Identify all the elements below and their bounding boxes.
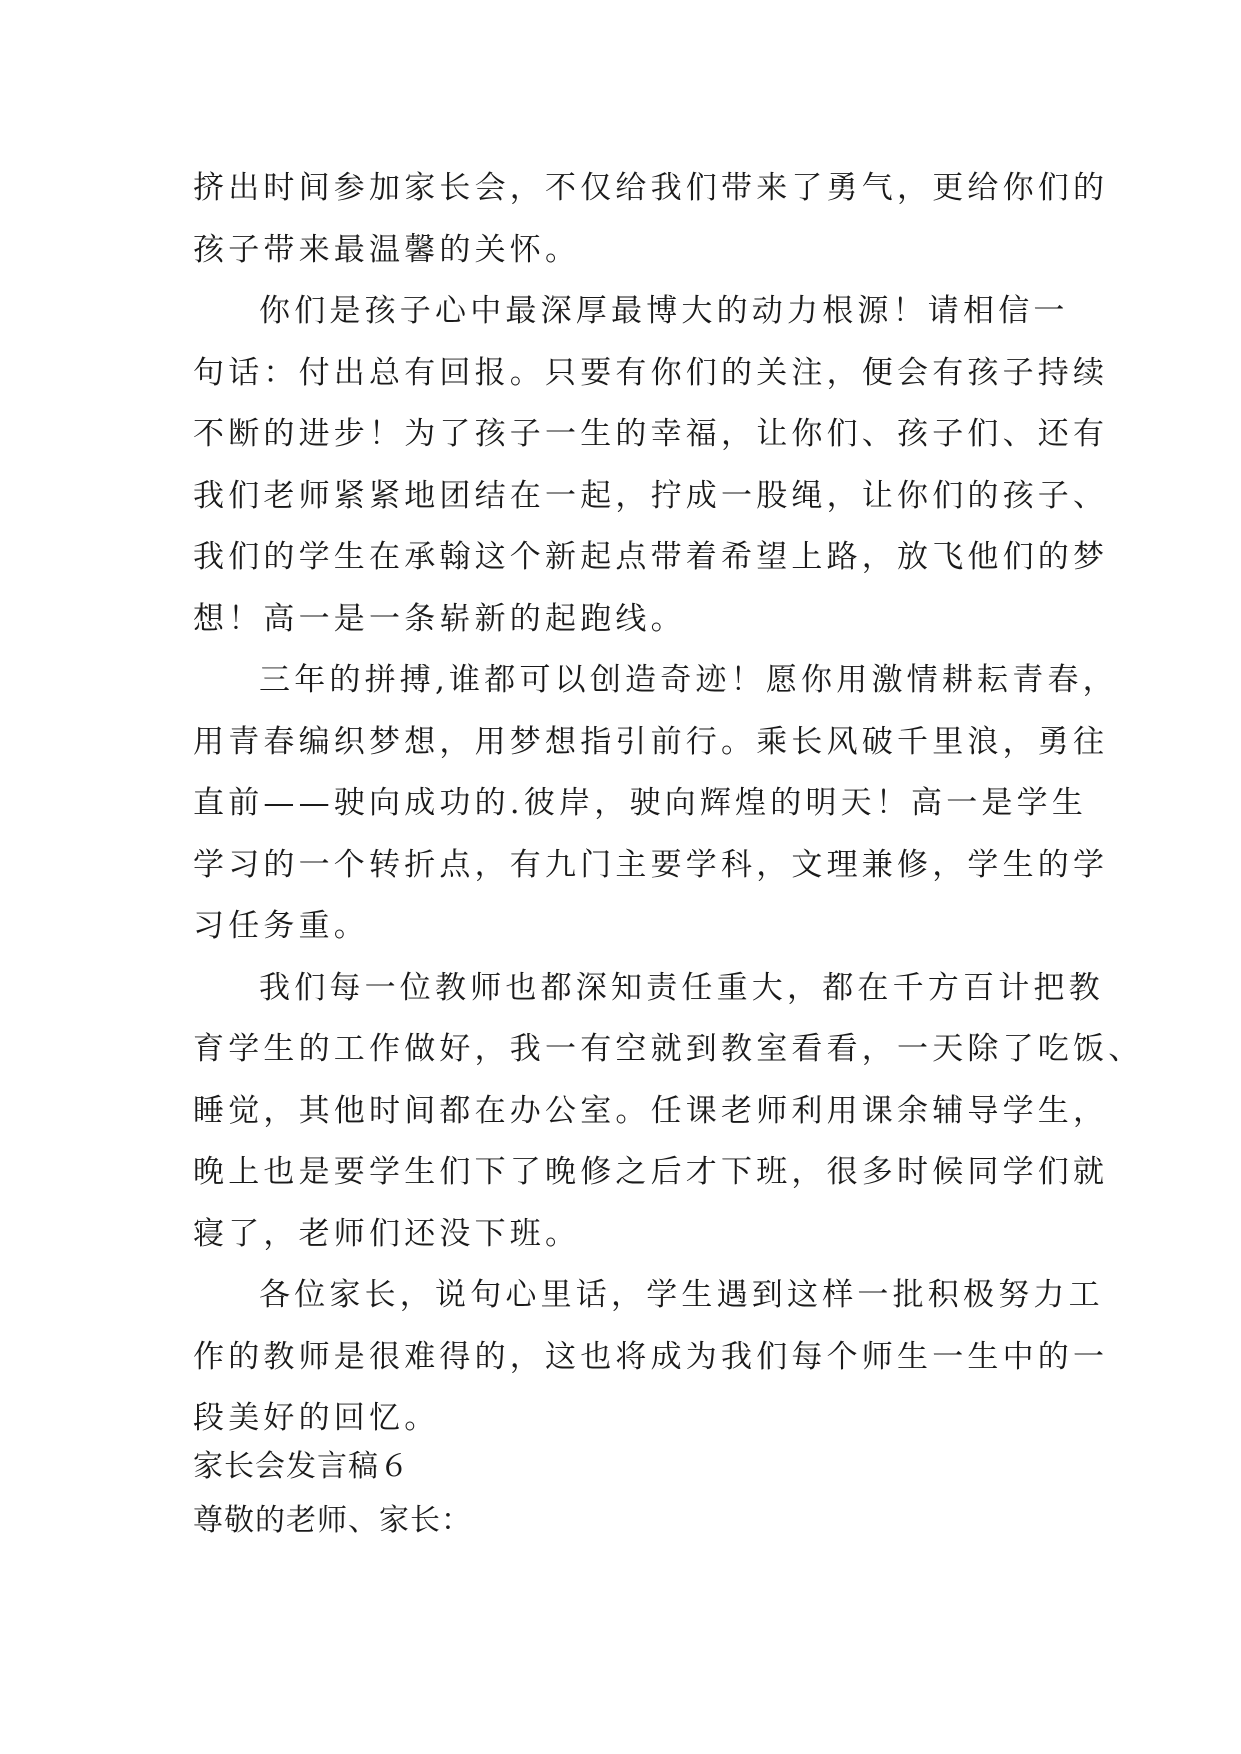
body-line-18: 寝了，老师们还没下班。 [193, 1215, 581, 1252]
body-line-16: 睡觉，其他时间都在办公室。任课老师利用课余辅导学生， [193, 1092, 1109, 1129]
body-line-4: 句话：付出总有回报。只要有你们的关注，便会有孩子持续 [193, 354, 1109, 391]
body-line-7: 我们的学生在承翰这个新起点带着希望上路，放飞他们的梦 [193, 539, 1109, 575]
body-line-8: 想！高一是一条崭新的起跑线。 [193, 600, 686, 637]
body-line-5: 不断的进步！为了孩子一生的幸福，让你们、孩子们、还有 [193, 416, 1109, 452]
body-line-14: 我们每一位教师也都深知责任重大，都在千方百计把教 [259, 969, 1104, 1006]
body-line-20: 作的教师是很难得的，这也将成为我们每个师生一生中的一 [193, 1338, 1109, 1375]
section-title: 家长会发言稿６ [193, 1449, 410, 1484]
body-line-12: 学习的一个转折点，有九门主要学科，文理兼修，学生的学 [193, 846, 1109, 883]
body-line-17: 晚上也是要学生们下了晚修之后才下班，很多时候同学们就 [193, 1154, 1109, 1190]
next-section [193, 1440, 1053, 1548]
body-line-9: 三年的拼搏,谁都可以创造奇迹！愿你用激情耕耘青春， [259, 662, 1118, 698]
body-line-10: 用青春编织梦想，用梦想指引前行。乘长风破千里浪，勇往 [193, 723, 1109, 760]
body-line-13: 习任务重。 [193, 908, 369, 944]
body-line-1: 挤出时间参加家长会，不仅给我们带来了勇气，更给你们的 [193, 170, 1109, 206]
body-line-3: 你们是孩子心中最深厚最博大的动力根源！请相信一 [259, 293, 1069, 329]
body-line-6: 我们老师紧紧地团结在一起，拧成一股绳，让你们的孩子、 [193, 477, 1109, 514]
body-text [193, 158, 1144, 1450]
salutation: 尊敬的老师、家长： [193, 1503, 472, 1538]
body-line-15: 育学生的工作做好，我一有空就到教室看看，一天除了吃饭、 [193, 1031, 1144, 1067]
body-line-11: 直前——驶向成功的.彼岸，驶向辉煌的明天！高一是学生 [193, 785, 1088, 821]
body-line-2: 孩子带来最温馨的关怀。 [193, 231, 581, 268]
body-line-21: 段美好的回忆。 [193, 1400, 440, 1436]
body-line-19: 各位家长，说句心里话，学生遇到这样一批积极努力工 [259, 1277, 1104, 1313]
